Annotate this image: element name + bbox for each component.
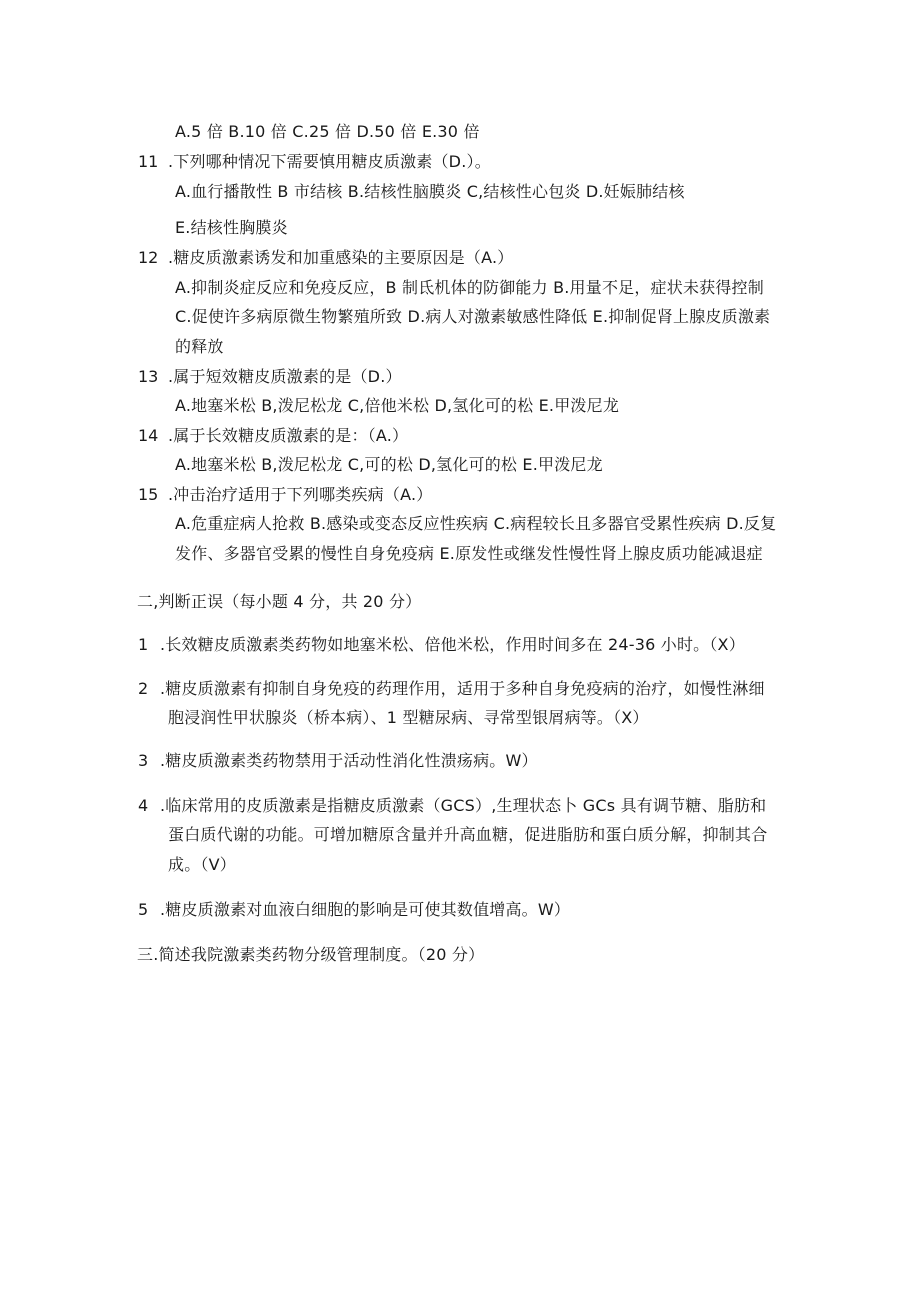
q15-options-line2: 发作、多器官受累的慢性自身免疫病 E.原发性或继发性慢性肾上腺皮质功能减退症	[175, 544, 763, 563]
tf4-line2: 蛋白质代谢的功能。可增加糖原含量并升高血糖，促进脂肪和蛋白质分解，抑制其合	[168, 825, 768, 844]
q13-options-line1: A.地塞米松 B,泼尼松龙 C,倍他米松 D,氢化可的松 E.甲泼尼龙	[175, 396, 620, 415]
q14-number: 14	[138, 426, 159, 445]
tf5-line1: .糖皮质激素对血液白细胞的影响是可使其数值增高。W）	[160, 900, 571, 919]
tf3-line1: .糖皮质激素类药物禁用于活动性消化性溃疡病。W）	[160, 751, 538, 770]
q12-number: 12	[138, 248, 159, 267]
tf4-number: 4	[138, 796, 149, 815]
q11-number: 11	[138, 152, 159, 171]
q12-options-line3: 的释放	[175, 337, 224, 356]
q14-options-line1: A.地塞米松 B,泼尼松龙 C,可的松 D,氢化可的松 E.甲泼尼龙	[175, 455, 603, 474]
q15-number: 15	[138, 485, 159, 504]
section-true-false-header: 二,判断正误（每小题 4 分，共 20 分）	[137, 592, 422, 611]
q15-options-line1: A.危重症病人抢救 B.感染或变态反应性疾病 C.病程较长且多器官受累性疾病 D.反复	[175, 514, 777, 533]
q15-stem: .冲击治疗适用于下列哪类疾病（A.）	[168, 485, 433, 504]
tf5-number: 5	[138, 900, 149, 919]
tf4-line3: 成。（V）	[168, 855, 236, 874]
q13-stem: .属于短效糖皮质激素的是（D.）	[168, 367, 402, 386]
q11-stem: .下列哪种情况下需要慎用糖皮质激素（D.）。	[168, 152, 491, 171]
q13-number: 13	[138, 367, 159, 386]
section-essay-header: 三.简述我院激素类药物分级管理制度。（20 分）	[137, 945, 485, 964]
tf2-number: 2	[138, 679, 149, 698]
q12-options-line2: C.促使许多病原微生物繁殖所致 D.病人对激素敏感性降低 E.抑制促肾上腺皮质激素	[175, 307, 771, 326]
q10-options: A.5 倍 B.10 倍 C.25 倍 D.50 倍 E.30 倍	[175, 122, 480, 141]
tf1-number: 1	[138, 635, 149, 654]
q14-stem: .属于长效糖皮质激素的是：（A.）	[168, 426, 409, 445]
q12-options-line1: A.抑制炎症反应和免疫反应，B 制氐机体的防御能力 B.用量不足，症状未获得控制	[175, 278, 764, 297]
tf3-number: 3	[138, 751, 149, 770]
tf1-line1: .长效糖皮质激素类药物如地塞米松、倍他米松，作用时间多在 24-36 小时。（X）	[160, 635, 745, 654]
tf2-line1: .糖皮质激素有抑制自身免疫的药理作用，适用于多种自身免疫病的治疗，如慢性淋细	[160, 679, 765, 698]
q12-stem: .糖皮质激素诱发和加重感染的主要原因是（A.）	[168, 248, 514, 267]
q11-options-line2: E.结核性胸膜炎	[175, 218, 288, 237]
tf4-line1: .临床常用的皮质激素是指糖皮质激素（GCS）,生理状态卜 GCs 具有调节糖、脂肪和	[160, 796, 767, 815]
q11-options-line1: A.血行播散性 B 市结核 B.结核性脑膜炎 C,结核性心包炎 D.妊娠肺结核	[175, 182, 685, 201]
tf2-line2: 胞浸润性甲状腺炎（桥本病）、1 型糖尿病、寻常型银屑病等。（X）	[168, 708, 649, 727]
